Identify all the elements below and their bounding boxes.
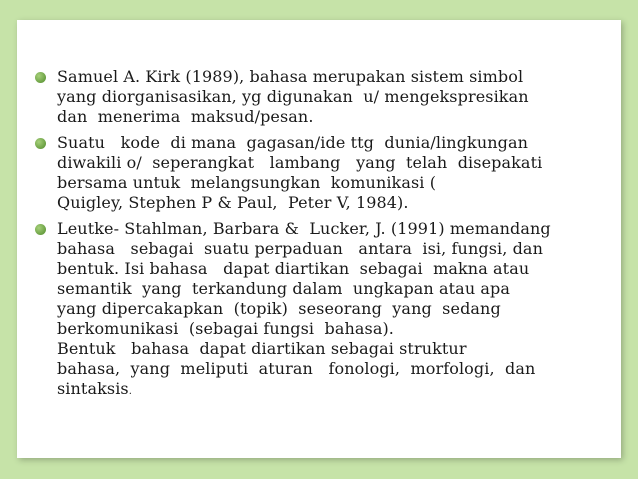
text-line: berkomunikasi (sebagai fungsi bahasa).	[57, 319, 394, 338]
text-line: bahasa, yang meliputi aturan fonologi, morfologi, dan	[57, 359, 536, 378]
text-line: Leutke- Stahlman, Barbara & Lucker, J. (1991) memandang	[57, 219, 551, 238]
text-line: yang dipercakapkan (topik) seseorang yang sedang	[57, 299, 501, 318]
bullet-icon	[35, 72, 46, 83]
trailing-period: .	[128, 386, 133, 397]
text-line: Samuel A. Kirk (1989), bahasa merupakan sistem simbol	[57, 67, 524, 86]
bullet-icon	[35, 224, 46, 235]
text-line: semantik yang terkandung dalam ungkapan atau apa	[57, 279, 511, 298]
text-line: dan menerima maksud/pesan.	[57, 107, 314, 126]
bullet-icon	[35, 138, 46, 149]
text-line: Quigley, Stephen P & Paul, Peter V, 1984).	[57, 193, 409, 212]
text-line: yang diorganisasikan, yg digunakan u/ mengekspresikan	[57, 87, 529, 106]
text-line: bahasa sebagai suatu perpaduan antara isi, fungsi, dan	[57, 239, 543, 258]
text-line: bersama untuk melangsungkan komunikasi (	[57, 173, 437, 192]
text-line: diwakili o/ seperangkat lambang yang telah disepakati	[57, 153, 543, 172]
slide-panel	[17, 20, 621, 458]
text-line: Bentuk bahasa dapat diartikan sebagai struktur	[57, 339, 467, 358]
bullet-item-kirk	[35, 67, 615, 127]
text-line: bentuk. Isi bahasa dapat diartikan sebagai makna atau	[57, 259, 530, 278]
bullet-list	[35, 67, 615, 408]
bullet-item-leutke	[35, 219, 615, 402]
bullet-item-quigley	[35, 133, 615, 213]
text-line: Suatu kode di mana gagasan/ide ttg dunia/lingkungan	[57, 133, 529, 152]
text-line-last	[57, 379, 615, 402]
text-last-word: sintaksis	[57, 379, 129, 398]
